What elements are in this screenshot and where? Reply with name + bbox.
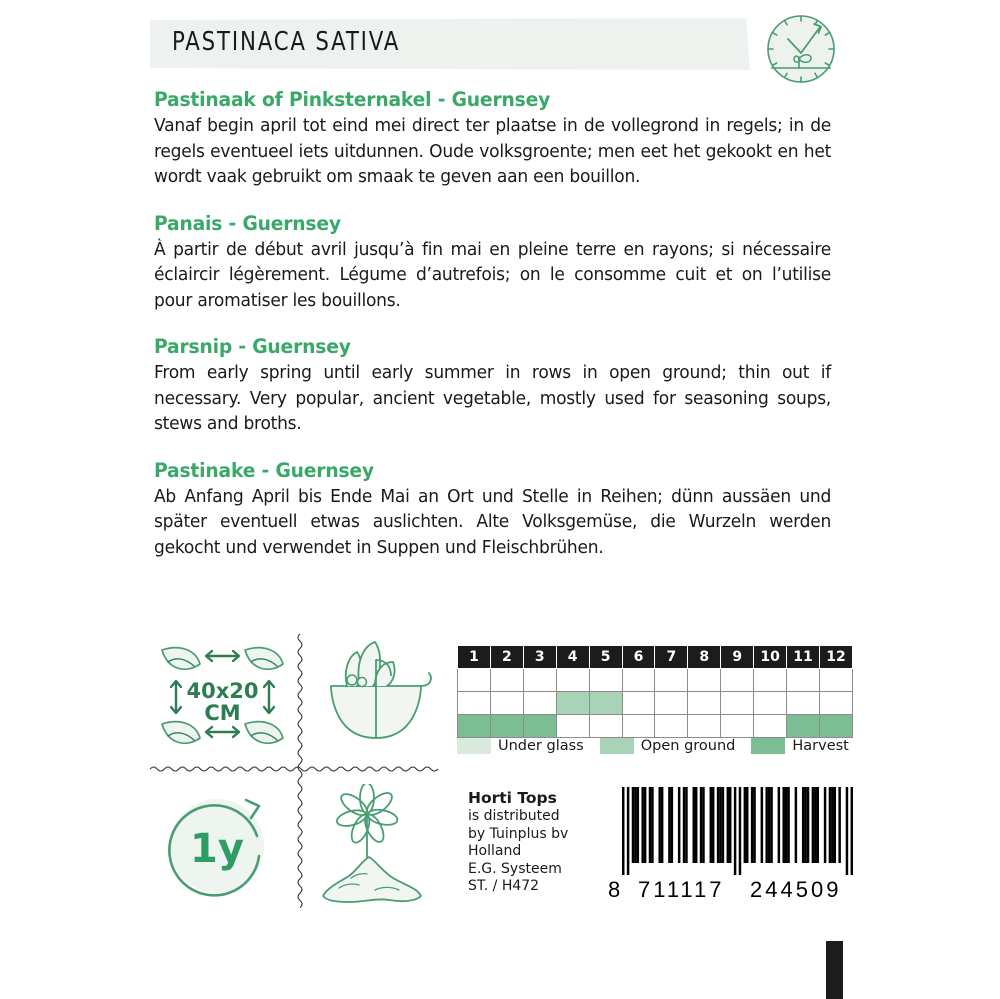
calendar-cell: [458, 669, 491, 692]
lifecycle-value: 1y: [190, 826, 244, 872]
distributor-line-6: ST. / H472: [468, 878, 540, 894]
page-title: PASTINACA SATIVA: [172, 27, 401, 57]
calendar-header-row: [458, 646, 853, 669]
calendar-cell: [819, 715, 852, 738]
calendar-row-under_glass: [458, 669, 853, 692]
distributor-line-4: Holland: [468, 843, 522, 859]
calendar-table: [457, 645, 853, 738]
block-title-nl: Pastinaak of Pinksternakel - Guernsey: [154, 88, 551, 111]
legend-item-open-ground: [600, 738, 736, 754]
calendar-cell: [589, 669, 622, 692]
plant-spacing-icon: [150, 634, 295, 769]
legend-label-under-glass: Under glass: [498, 738, 584, 754]
calendar-cell: [688, 715, 721, 738]
calendar-cell: [721, 715, 754, 738]
legend-swatch-open-ground: [600, 738, 634, 754]
block-title-en: Parsnip - Guernsey: [154, 335, 351, 358]
description-block-de: [154, 459, 854, 562]
calendar-cell: [721, 692, 754, 715]
calendar-cell: [754, 669, 787, 692]
salad-bowl-icon: [305, 634, 450, 769]
description-block-fr: [154, 212, 854, 315]
barcode-digits: [608, 877, 853, 903]
calendar-cell: [556, 715, 589, 738]
distributor-line-2: is distributed: [468, 808, 560, 824]
calendar-cell: [721, 669, 754, 692]
calendar-cell: [655, 692, 688, 715]
calendar-cell: [688, 669, 721, 692]
barcode-lead-digit: 8: [608, 877, 622, 902]
distributor-line-3: by Tuinplus bv: [468, 825, 569, 842]
calendar-cell: [787, 715, 820, 738]
month-header: 8: [688, 646, 721, 669]
registration-mark: [826, 941, 843, 999]
calendar-cell: [622, 692, 655, 715]
description-block-en: [154, 335, 854, 438]
month-header: 5: [589, 646, 622, 669]
block-body-en: From early spring until early summer in rows in open ground; thin out if necessary. Very popular, ancient vegetable, mostly used for seasoning soups, stews and broths.: [154, 363, 832, 434]
calendar-cell: [490, 692, 523, 715]
block-title-de: Pastinake - Guernsey: [154, 458, 374, 482]
description-block-nl: [154, 88, 854, 191]
calendar-cell: [523, 692, 556, 715]
calendar-cell: [787, 669, 820, 692]
calendar-cell: [458, 715, 491, 738]
header: [150, 18, 850, 80]
calendar-cell: [523, 669, 556, 692]
legend-label-harvest: Harvest: [792, 738, 849, 754]
flower-in-soil-icon: [305, 784, 450, 919]
calendar-body: [458, 669, 853, 738]
legend-swatch-harvest: [751, 738, 785, 754]
icon-grid: [150, 634, 450, 919]
legend-item-under-glass: [457, 738, 584, 754]
calendar-cell: [787, 692, 820, 715]
month-header: 12: [819, 646, 852, 669]
block-body-nl: Vanaf begin april tot eind mei direct ter plaatse in de vollegrond in regels; in de regels eventueel iets uitdunnen. Oude volksgroente; men eet het gekookt en het wordt vaak gebruikt om smaak te geven aan een bouillon.: [154, 116, 832, 187]
calendar-cell: [556, 692, 589, 715]
description-blocks: [154, 88, 854, 582]
calendar-legend: [457, 738, 857, 754]
month-header: 1: [458, 646, 491, 669]
barcode-left-group: 711117: [637, 877, 725, 902]
calendar-cell: [622, 715, 655, 738]
calendar-cell: [655, 715, 688, 738]
calendar-cell: [622, 669, 655, 692]
distributor-line-5: E.G. Systeem: [468, 860, 562, 877]
distributor-info: [468, 788, 618, 896]
month-header: 2: [490, 646, 523, 669]
month-header: 9: [721, 646, 754, 669]
calendar-cell: [819, 692, 852, 715]
distributor-name: Horti Tops: [468, 789, 557, 807]
calendar-cell: [458, 692, 491, 715]
barcode-bars: [608, 785, 853, 880]
month-header: 3: [523, 646, 556, 669]
calendar-cell: [523, 715, 556, 738]
legend-item-harvest: [751, 738, 849, 754]
annual-cycle-icon: [150, 784, 295, 919]
month-header: 4: [556, 646, 589, 669]
month-header: 7: [655, 646, 688, 669]
month-header: 10: [754, 646, 787, 669]
legend-swatch-under-glass: [457, 738, 491, 754]
calendar-cell: [655, 669, 688, 692]
calendar-cell: [754, 692, 787, 715]
calendar-cell: [688, 692, 721, 715]
barcode-right-group: 244509: [750, 877, 842, 902]
spacing-value-line2: CM: [204, 701, 241, 725]
calendar-row-open_ground: [458, 692, 853, 715]
month-header: 6: [622, 646, 655, 669]
calendar-cell: [556, 669, 589, 692]
block-body-de: Ab Anfang April bis Ende Mai an Ort und Stelle in Reihen; dünn aussäen und später eventuell etwas auslichten. Alte Volksgemüse, die Wurzeln werden gekocht und verwendet in Suppen und Fleischbrühen.: [154, 486, 832, 558]
calendar-cell: [754, 715, 787, 738]
calendar-cell: [589, 715, 622, 738]
calendar-row-harvest: [458, 715, 853, 738]
barcode: [608, 785, 853, 903]
spacing-value-line1: 40x20: [186, 679, 259, 703]
calendar-cell: [490, 715, 523, 738]
clock-sprout-icon: [758, 6, 844, 92]
block-title-fr: Panais - Guernsey: [154, 211, 341, 235]
calendar-cell: [819, 669, 852, 692]
block-body-fr: À partir de début avril jusqu’à fin mai en pleine terre en rayons; si nécessaire éclaircir légèrement. Légume d’autrefois; on le consomme cuit et on l’utilise pour aromatiser les bouillons.: [154, 239, 832, 311]
legend-label-open-ground: Open ground: [640, 738, 736, 754]
month-header: 11: [787, 646, 820, 669]
sowing-calendar: [457, 645, 853, 738]
calendar-cell: [490, 669, 523, 692]
calendar-cell: [589, 692, 622, 715]
